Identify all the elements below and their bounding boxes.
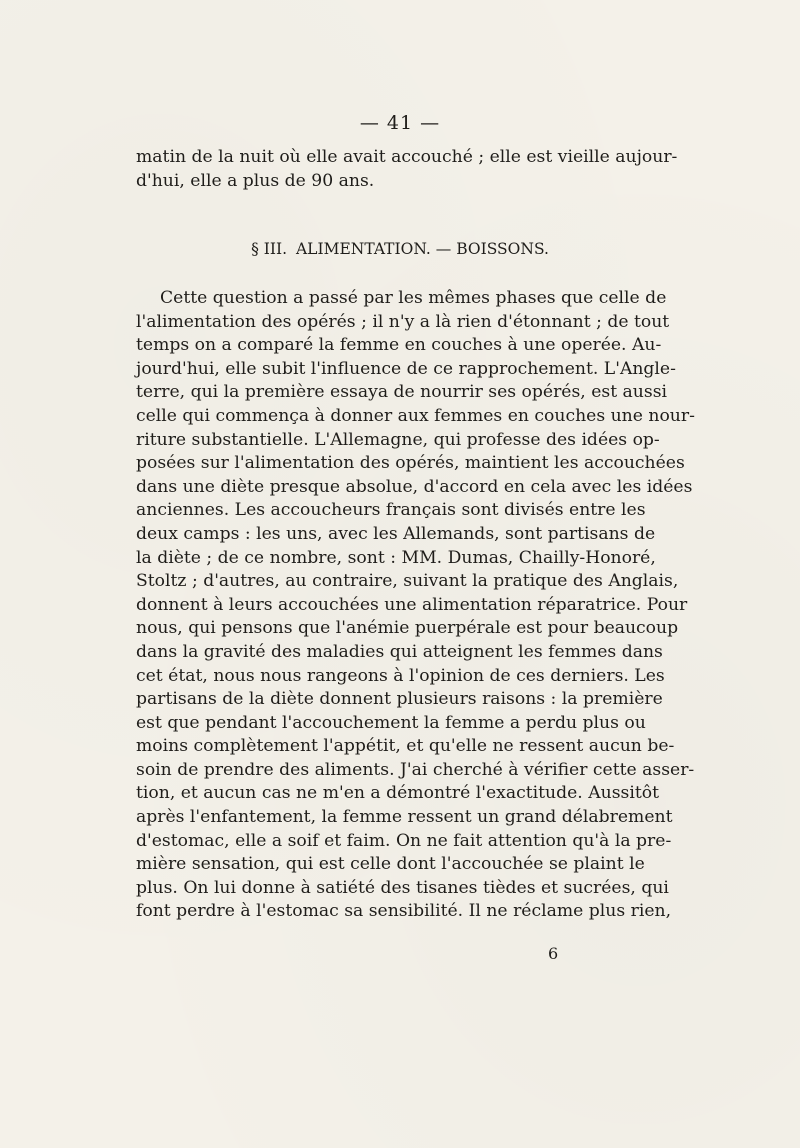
page-number: — 41 — — [359, 112, 441, 134]
text-line: dans une diète presque absolue, d'accord en cela avec les idées — [136, 476, 693, 497]
text-line: soin de prendre des aliments. J'ai cherché à vérifier cette asser- — [136, 759, 695, 780]
signature-mark: 6 — [548, 944, 559, 963]
text-line: moins complètement l'appétit, et qu'elle ne ressent aucun be- — [136, 736, 675, 757]
text-line: deux camps : les uns, avec les Allemands, sont partisans de — [136, 523, 656, 544]
text-line: Stoltz ; d'autres, au contraire, suivant la pratique des Anglais, — [136, 571, 679, 592]
text-line: Cette question a passé par les mêmes phases que celle de — [160, 288, 667, 308]
text-line: terre, qui la première essaya de nourrir ses opérés, est aussi — [136, 382, 668, 403]
section-number: § III. — [251, 240, 288, 258]
text-line: posées sur l'alimentation des opérés, maintient les accouchées — [136, 453, 685, 474]
text-line: la diète ; de ce nombre, sont : MM. Dumas, Chailly-Honoré, — [136, 547, 656, 568]
section-heading — [0, 240, 800, 258]
text-line: après l'enfantement, la femme ressent un grand délabrement — [136, 807, 673, 828]
text-line: plus. On lui donne à satiété des tisanes tièdes et sucrées, qui — [136, 877, 669, 898]
text-line: matin de la nuit où elle avait accouché ; elle est vieille aujour- — [136, 147, 678, 167]
text-line: donnent à leurs accouchées une alimentation réparatrice. Pour — [136, 594, 688, 615]
text-line: celle qui commença à donner aux femmes en couches une nour- — [136, 405, 695, 426]
text-line: jourd'hui, elle subit l'influence de ce rapprochement. L'Angle- — [136, 358, 676, 379]
text-line: est que pendant l'accouchement la femme a perdu plus ou — [136, 712, 646, 733]
text-line: tion, et aucun cas ne m'en a démontré l'exactitude. Aussitôt — [136, 783, 660, 804]
text-line: d'estomac, elle a soif et faim. On ne fait attention qu'à la pre- — [136, 830, 672, 851]
section-title: ALIMENTATION. — BOISSONS. — [295, 240, 549, 258]
text-line: partisans de la diète donnent plusieurs raisons : la première — [136, 689, 663, 710]
body-paragraph — [136, 287, 695, 924]
text-line: anciennes. Les accoucheurs français sont divisés entre les — [136, 500, 646, 521]
text-line: font perdre à l'estomac sa sensibilité. Il ne réclame plus rien, — [136, 901, 672, 922]
text-line: cet état, nous nous rangeons à l'opinion de ces derniers. Les — [136, 665, 665, 686]
continuation-paragraph — [136, 146, 678, 193]
text-line: l'alimentation des opérés ; il n'y a là rien d'étonnant ; de tout — [136, 311, 670, 332]
text-line: nous, qui pensons que l'anémie puerpérale est pour beaucoup — [136, 618, 679, 639]
text-line: dans la gravité des maladies qui atteignent les femmes dans — [136, 641, 663, 662]
text-line: riture substantielle. L'Allemagne, qui professe des idées op- — [136, 429, 660, 450]
text-line: mière sensation, qui est celle dont l'accouchée se plaint le — [136, 854, 645, 875]
text-line: temps on a comparé la femme en couches à une operée. Au- — [136, 335, 662, 356]
text-line: d'hui, elle a plus de 90 ans. — [136, 170, 375, 191]
